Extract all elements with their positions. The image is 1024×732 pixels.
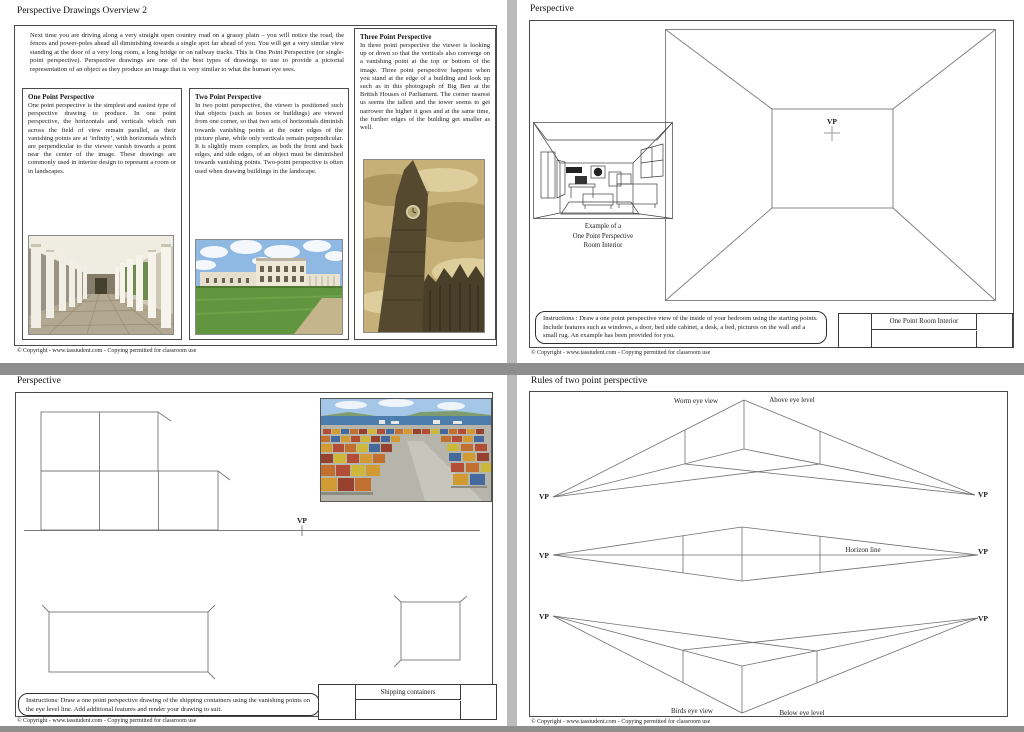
- title-block-table: [838, 313, 1013, 348]
- example-caption-line-2: One Point Perspective: [572, 232, 634, 240]
- big-ben-photo: [363, 159, 485, 333]
- page-1-perspective-overview: [0, 0, 507, 363]
- worm-eye-diagram: [553, 400, 975, 497]
- title-block-title-cell: Shipping containers: [356, 685, 461, 700]
- copyright-footer: © Copyright - www.tasstudent.com - Copying permitted for classroom use: [17, 718, 197, 724]
- country-house-photo: [195, 239, 343, 335]
- three-point-heading: Three Point Perspective: [360, 33, 432, 41]
- title-block-bottom-cell: [356, 701, 461, 719]
- page-title: Perspective: [530, 4, 574, 14]
- title-block-left-cell: [319, 685, 356, 719]
- one-point-body: One point perspective is the simplest and easiest type of perspective drawing to produce. In one point perspective, the horizontals and verticals which run across the field of view remain parallel, as their vanishing points are at ‘infinity’, with horizontals which are perpendicular to the viewer vanish towards a point near the center of the image. These drawings are commonly used in interior design to represent a room or in landscapes.: [28, 102, 176, 175]
- one-point-room-construction: [665, 29, 996, 301]
- title-block-right-cell: [978, 314, 1012, 347]
- instructions-box: Instructions: Draw a one point perspective drawing of the shipping containers using the vanishing points on the eye level line. Add additional features and render your drawing to suit.: [18, 693, 320, 716]
- two-point-body: In two point perspective, the viewer is positioned such that objects (such as boxes or buildings) are viewed from one corner, so that two sets of horizontals diminish towards vanishing points at the outer edges of the picture plane, while only verticals remain perpendicular. It is slightly more complex, as both the front and back edges, and side edges, of an object must be diminished towards vanishing points. Two-point perspective is often used when drawing buildings in the landscape.: [195, 102, 343, 175]
- page-3-shipping-containers: [0, 375, 507, 726]
- copyright-footer: © Copyright - www.tasstudent.com - Copying permitted for classroom use: [531, 719, 711, 725]
- eye-level-diagram: [553, 527, 978, 581]
- colonnade-photo: [28, 235, 174, 335]
- birds-eye-diagram: [553, 616, 978, 713]
- page-gap-vertical-bottom: [507, 375, 517, 726]
- birds-eye-view-label: Birds eye view: [671, 707, 713, 715]
- title-block-title-cell: One Point Room Interior: [872, 314, 977, 330]
- copyright-footer: © Copyright - www.tasstudent.com - Copying permitted for classroom use: [531, 350, 711, 356]
- worm-eye-view-label: Worm eye view: [673, 397, 719, 405]
- vp-label: VP: [539, 551, 549, 560]
- vp-label: VP: [978, 614, 988, 623]
- page-title: Perspective: [17, 376, 61, 386]
- container-yard-photo: [320, 398, 492, 502]
- title-block-right-cell: [462, 685, 496, 719]
- three-point-body: In three point perspective the viewer is looking up or down so that the verticals also converge on a vanishing point at the top or bottom of the image. Three point perspective happens when you stand at the edge of a building and look up such as in this photograph of Big Ben at the British Houses of Parliament. The corner nearest us seems the tallest and the tower seems to get narrower the higher it goes and at the same time, the further edges of the building get smaller as well.: [360, 42, 490, 131]
- title-block-left-cell: [839, 314, 872, 347]
- vp-cross-marker: [824, 126, 840, 141]
- vp-label: VP: [978, 547, 988, 556]
- page-gap-vertical-top: [507, 0, 517, 363]
- one-point-column: [22, 88, 182, 340]
- vp-label: VP: [978, 490, 988, 499]
- page-2-one-point-room: [517, 0, 1024, 363]
- one-point-heading: One Point Perspective: [28, 93, 95, 101]
- page-title: Perspective Drawings Overview 2: [17, 6, 148, 16]
- two-point-heading: Two Point Perspective: [195, 93, 262, 101]
- three-point-column: [354, 28, 496, 340]
- two-point-perspective-diagrams: [530, 391, 1007, 716]
- example-caption-line-1: Example of a: [584, 223, 622, 230]
- vp-label: VP: [539, 612, 549, 621]
- vp-label: VP: [539, 492, 549, 501]
- two-point-column: [189, 88, 349, 340]
- vp-label: VP: [827, 117, 837, 126]
- instructions-box: Instructions : Draw a one point perspective view of the inside of your bedroom using the starting points. Include features such as windows, a door, bed side cabinet, a desk, a bed, pictures on the wall and a small rug. An example has been provided for you.: [535, 311, 827, 344]
- page-4-two-point-rules: [517, 375, 1024, 726]
- page-title: Rules of two point perspective: [531, 376, 648, 386]
- example-caption-line-3: Room Interior: [583, 242, 623, 250]
- horizon-line-label: Horizon line: [845, 546, 881, 554]
- vp-label: VP: [297, 516, 307, 525]
- copyright-footer: © Copyright - www.tasstudent.com - Copying permitted for classroom use: [17, 348, 197, 354]
- room-interior-example-drawing: [533, 122, 673, 219]
- example-caption: [533, 222, 673, 251]
- intro-paragraph: Next time you are driving along a very straight open country road on a grassy plain – you will notice the road, the fences and power-poles ahead all diminishing towards a single spot far ahead of you. You will get a very similar view standing at the door of a very long room, a long bridge or on railway tracks. This is One Point Perspective (or single-point perspective). Perspective drawings are one of the best types of drawings to use to provide a pictorial representation of an object as they produce an image that is very similar to what the human eye sees.: [30, 32, 344, 73]
- title-block-bottom-cell: [872, 331, 977, 347]
- below-eye-level-label: Below eye level: [779, 709, 825, 716]
- above-eye-level-label: Above eye level: [769, 396, 815, 404]
- starter-boxes-drawing: [40, 595, 470, 681]
- title-block-table: [318, 684, 497, 720]
